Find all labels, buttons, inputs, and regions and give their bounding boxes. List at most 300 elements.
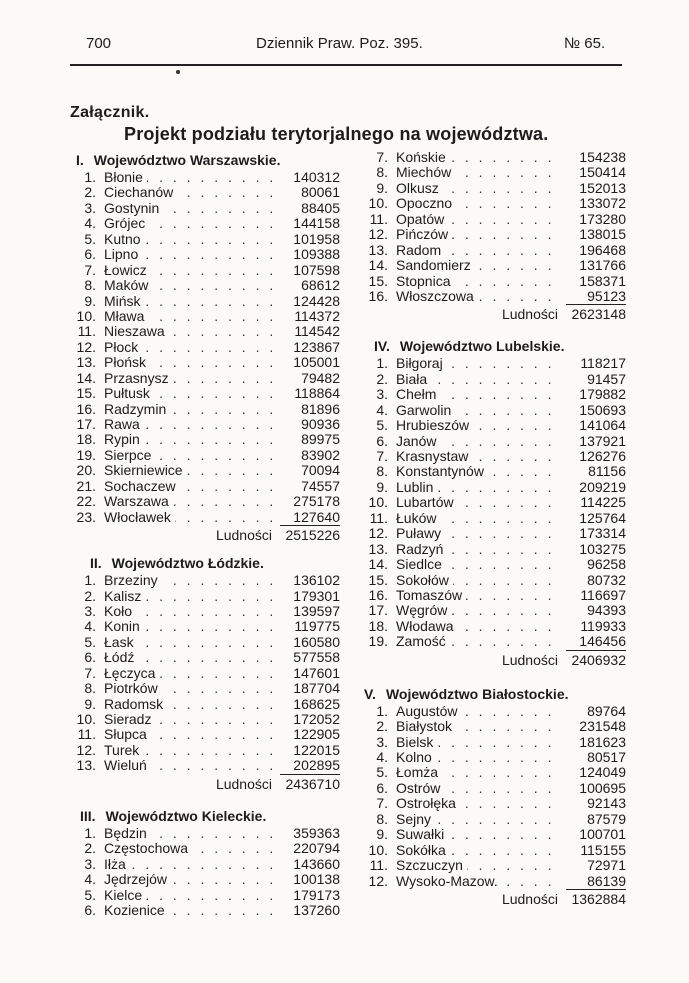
district-row	[72, 294, 340, 309]
district-row	[364, 480, 626, 495]
district-name: Rawa	[104, 417, 144, 432]
district-number: 18.	[76, 431, 96, 448]
district-population: 116697	[566, 588, 626, 603]
district-population: 109388	[280, 247, 340, 262]
district-number: 11.	[369, 857, 388, 874]
district-name: Siedlce	[396, 557, 446, 572]
district-name: Pińczów	[396, 227, 452, 242]
district-number: 14.	[76, 369, 96, 386]
district-number: 11.	[77, 726, 96, 743]
district-number: 9.	[84, 292, 96, 309]
voivodeship-numeral: IV.	[374, 338, 390, 355]
district-row	[72, 417, 340, 432]
district-population: 118864	[280, 386, 340, 401]
district-name: Augustów	[396, 704, 461, 719]
district-name: Tomaszów	[396, 588, 466, 603]
district-row	[72, 263, 340, 278]
district-row	[72, 402, 340, 417]
district-row	[364, 634, 626, 649]
district-row	[364, 588, 626, 603]
issue-number: № 65.	[564, 35, 606, 52]
district-population: 138015	[566, 227, 626, 242]
district-row	[72, 371, 340, 386]
district-number: 17.	[368, 602, 388, 619]
district-row	[72, 247, 340, 262]
district-name: Rypin	[104, 432, 144, 447]
district-number: 4.	[84, 871, 96, 888]
total-population: 2436710	[285, 775, 340, 792]
district-row	[364, 289, 626, 304]
district-row	[364, 843, 626, 858]
district-population: 114225	[566, 495, 626, 510]
district-number: 12.	[76, 338, 96, 355]
district-number: 5.	[376, 417, 388, 434]
district-population: 100695	[566, 781, 626, 796]
district-row	[72, 697, 340, 712]
district-population: 125764	[566, 511, 626, 526]
district-row	[72, 448, 340, 463]
district-number: 5.	[84, 633, 96, 650]
district-row	[364, 511, 626, 526]
district-row	[364, 750, 626, 765]
district-population: 114372	[280, 309, 340, 324]
district-row	[364, 403, 626, 418]
district-row	[72, 666, 340, 681]
district-name: Ostrołęka	[396, 796, 460, 811]
district-name: Hrubieszów	[396, 418, 473, 433]
district-population: 122905	[280, 727, 340, 742]
district-name: Łomża	[396, 765, 442, 780]
district-name: Janów	[396, 434, 440, 449]
district-row	[364, 719, 626, 734]
district-population: 101958	[280, 232, 340, 247]
district-population: 94393	[566, 603, 626, 618]
district-name: Zamość	[396, 634, 450, 649]
district-number: 15.	[76, 385, 96, 402]
district-number: 20.	[76, 462, 96, 479]
district-name: Lipno	[104, 247, 142, 262]
district-name: Włodawa	[396, 619, 458, 634]
total-row	[364, 304, 626, 322]
district-population: 158371	[566, 274, 626, 289]
district-name: Chełm	[396, 387, 440, 402]
district-number: 11.	[77, 323, 96, 340]
district-row	[364, 781, 626, 796]
district-row	[364, 165, 626, 180]
district-population: 140312	[280, 170, 340, 185]
district-name: Łuków	[396, 511, 440, 526]
district-row	[72, 681, 340, 696]
district-population: 173314	[566, 526, 626, 541]
annex-label: Załącznik.	[70, 104, 150, 121]
voivodeship-title	[364, 336, 626, 356]
district-name: Kielce	[104, 888, 146, 903]
district-population: 81156	[566, 464, 626, 479]
district-row	[364, 150, 626, 165]
district-row	[72, 278, 340, 293]
district-name: Mińsk	[104, 294, 145, 309]
page-header	[0, 35, 689, 57]
district-population: 179882	[566, 387, 626, 402]
district-number: 8.	[376, 810, 388, 827]
district-number: 23.	[76, 508, 96, 525]
district-row	[364, 542, 626, 557]
district-population: 68612	[280, 278, 340, 293]
district-row	[72, 201, 340, 216]
left-column	[72, 150, 340, 918]
district-population: 577558	[280, 650, 340, 665]
district-number: 7.	[376, 149, 388, 165]
district-row	[364, 603, 626, 618]
district-population: 154238	[566, 150, 626, 165]
district-number: 15.	[368, 571, 388, 588]
district-row	[364, 196, 626, 211]
district-name: Sokółka	[396, 843, 450, 858]
district-population: 92143	[566, 796, 626, 811]
district-name: Miechów	[396, 165, 455, 180]
district-population: 86139	[566, 874, 626, 890]
district-population: 118217	[566, 356, 626, 371]
district-population: 100138	[280, 872, 340, 887]
district-number: 3.	[376, 733, 388, 750]
district-row	[364, 418, 626, 433]
district-row	[364, 212, 626, 227]
district-population: 80061	[280, 185, 340, 200]
district-name: Węgrów	[396, 603, 451, 618]
district-name: Iłża	[104, 857, 130, 872]
district-number: 19.	[76, 446, 96, 463]
district-name: Konstantynów	[396, 464, 488, 479]
district-population: 179301	[280, 589, 340, 604]
district-number: 12.	[76, 741, 96, 758]
district-number: 10.	[368, 195, 388, 212]
header-rule	[70, 64, 622, 66]
district-number: 19.	[368, 633, 388, 650]
district-name: Sierpce	[104, 448, 155, 463]
district-row	[72, 185, 340, 200]
district-number: 2.	[376, 370, 388, 387]
district-name: Biała	[396, 372, 431, 387]
district-row	[364, 181, 626, 196]
district-row	[72, 573, 340, 588]
district-number: 6.	[376, 432, 388, 449]
district-population: 87579	[566, 812, 626, 827]
district-number: 6.	[84, 901, 96, 918]
district-number: 3.	[84, 602, 96, 619]
district-row	[72, 604, 340, 619]
district-name: Szczuczyn	[396, 858, 467, 873]
district-population: 202895	[280, 758, 340, 774]
district-name: Opoczno	[396, 196, 456, 211]
district-name: Kutno	[104, 232, 145, 247]
district-number: 10.	[368, 841, 388, 858]
district-row	[364, 356, 626, 371]
total-label: Ludności	[501, 651, 558, 668]
voivodeship-name: Województwo Łódzkie.	[111, 555, 264, 572]
district-row	[72, 170, 340, 185]
district-name: Opatów	[396, 212, 448, 227]
district-row	[72, 619, 340, 634]
district-number: 6.	[84, 246, 96, 263]
district-number: 12.	[368, 525, 388, 542]
district-name: Lublin	[396, 480, 437, 495]
district-name: Wieluń	[104, 758, 151, 773]
district-number: 9.	[376, 179, 388, 196]
district-population: 79482	[280, 371, 340, 386]
district-number: 1.	[376, 702, 388, 719]
district-number: 14.	[368, 257, 388, 274]
district-name: Suwałki	[396, 827, 448, 842]
district-row	[364, 227, 626, 242]
district-population: 137921	[566, 434, 626, 449]
district-name: Sokołów	[396, 573, 453, 588]
district-number: 10.	[76, 307, 96, 324]
district-population: 80517	[566, 750, 626, 765]
district-number: 7.	[376, 795, 388, 812]
total-population: 2406932	[571, 651, 626, 668]
page-title: Projekt podziału terytorjalnego na województwa.	[124, 124, 549, 144]
district-row	[72, 355, 340, 370]
total-row	[72, 525, 340, 543]
district-population: 124428	[280, 294, 340, 309]
district-name: Koło	[104, 604, 136, 619]
district-row	[72, 340, 340, 355]
district-row	[72, 743, 340, 758]
district-population: 100701	[566, 827, 626, 842]
district-name: Płock	[104, 340, 142, 355]
district-population: 127640	[280, 510, 340, 526]
district-number: 22.	[76, 493, 96, 510]
district-number: 16.	[368, 586, 388, 603]
district-number: 16.	[76, 400, 96, 417]
district-number: 5.	[84, 230, 96, 247]
district-name: Konin	[104, 619, 144, 634]
district-row	[364, 704, 626, 719]
district-row	[72, 324, 340, 339]
district-name: Jędrzejów	[104, 872, 171, 887]
district-population: 141064	[566, 418, 626, 433]
district-row	[364, 243, 626, 258]
district-row	[364, 735, 626, 750]
district-population: 359363	[280, 826, 340, 841]
district-population: 88405	[280, 201, 340, 216]
district-number: 8.	[84, 277, 96, 294]
district-population: 187704	[280, 681, 340, 696]
district-population: 196468	[566, 243, 626, 258]
district-row	[72, 510, 340, 525]
district-row	[72, 216, 340, 231]
total-population: 2515226	[285, 527, 340, 544]
district-row	[72, 650, 340, 665]
district-row	[364, 619, 626, 634]
district-row	[72, 826, 340, 841]
district-name: Radom	[396, 243, 445, 258]
district-name: Lubartów	[396, 495, 458, 510]
district-name: Radomsk	[104, 697, 167, 712]
district-number: 8.	[84, 680, 96, 697]
district-row	[364, 434, 626, 449]
district-population: 179173	[280, 888, 340, 903]
district-name: Sandomierz	[396, 258, 475, 273]
district-number: 12.	[368, 226, 388, 243]
district-name: Gostynin	[104, 201, 163, 216]
total-population: 1362884	[571, 890, 626, 907]
district-name: Białystok	[396, 719, 456, 734]
district-number: 3.	[84, 855, 96, 872]
district-number: 2.	[84, 587, 96, 604]
district-name: Mława	[104, 309, 148, 324]
total-population: 2623148	[571, 306, 626, 323]
district-name: Kolno	[396, 750, 436, 765]
district-name: Łask	[104, 635, 138, 650]
district-population: 133072	[566, 196, 626, 211]
district-number: 17.	[76, 416, 96, 432]
district-name: Pułtusk	[104, 386, 154, 401]
district-row	[72, 888, 340, 903]
district-population: 231548	[566, 719, 626, 734]
district-number: 9.	[376, 478, 388, 495]
district-population: 181623	[566, 735, 626, 750]
district-row	[72, 635, 340, 650]
ink-dot	[176, 70, 180, 74]
district-row	[72, 386, 340, 401]
district-population: 143660	[280, 857, 340, 872]
district-number: 18.	[368, 617, 388, 634]
district-name: Stopnica	[396, 274, 454, 289]
district-number: 5.	[84, 886, 96, 903]
district-population: 74557	[280, 479, 340, 494]
district-name: Wysoko-Mazow.	[396, 874, 502, 889]
district-number: 6.	[376, 779, 388, 796]
district-population: 124049	[566, 765, 626, 780]
district-name: Puławy	[396, 526, 445, 541]
district-name: Brzeziny	[104, 573, 162, 588]
voivodeship-name: Województwo Białostockie.	[385, 685, 569, 702]
district-population: 139597	[280, 604, 340, 619]
district-population: 136102	[280, 573, 340, 588]
voivodeship-title	[72, 150, 340, 170]
district-population: 209219	[566, 480, 626, 495]
district-number: 13.	[76, 354, 96, 371]
district-population: 89764	[566, 704, 626, 719]
district-population: 80732	[566, 573, 626, 588]
district-number: 12.	[368, 872, 388, 889]
district-number: 1.	[376, 355, 388, 372]
district-name: Końskie	[396, 150, 450, 165]
district-number: 11.	[369, 509, 388, 526]
district-number: 2.	[84, 840, 96, 857]
district-row	[364, 495, 626, 510]
district-number: 13.	[76, 757, 96, 774]
district-row	[364, 274, 626, 289]
district-number: 10.	[368, 494, 388, 511]
district-row	[72, 903, 340, 918]
district-name: Włoszczowa	[396, 289, 478, 304]
district-name: Krasnystaw	[396, 449, 472, 464]
district-population: 103275	[566, 542, 626, 557]
district-row	[72, 232, 340, 247]
district-number: 10.	[76, 711, 96, 727]
district-row	[364, 258, 626, 273]
district-population: 72971	[566, 858, 626, 873]
district-population: 168625	[280, 697, 340, 712]
district-name: Częstochowa	[104, 841, 192, 856]
district-name: Nieszawa	[104, 324, 169, 339]
district-name: Płońsk	[104, 355, 150, 370]
district-population: 91457	[566, 372, 626, 387]
page-number: 700	[86, 35, 112, 52]
district-number: 3.	[84, 199, 96, 216]
district-population: 173280	[566, 212, 626, 227]
district-population: 147601	[280, 666, 340, 681]
voivodeship-numeral: V.	[364, 685, 376, 702]
district-row	[364, 812, 626, 827]
district-population: 114542	[280, 324, 340, 339]
district-number: 7.	[376, 448, 388, 464]
leader-dots	[104, 857, 276, 872]
district-population: 89975	[280, 432, 340, 447]
voivodeship-title	[72, 806, 340, 826]
district-number: 16.	[368, 287, 388, 304]
voivodeship-name: Województwo Kieleckie.	[105, 807, 267, 824]
district-name: Błonie	[104, 170, 147, 185]
district-number: 3.	[376, 386, 388, 403]
district-name: Radzyń	[396, 542, 447, 557]
district-number: 9.	[376, 826, 388, 843]
district-row	[364, 827, 626, 842]
district-row	[364, 573, 626, 588]
district-population: 172052	[280, 712, 340, 727]
district-row	[364, 526, 626, 541]
district-name: Garwolin	[396, 403, 455, 418]
district-name: Ciechanów	[104, 185, 177, 200]
district-row	[364, 372, 626, 387]
district-number: 2.	[376, 718, 388, 735]
district-name: Maków	[104, 278, 152, 293]
total-row	[364, 650, 626, 668]
district-name: Włocławek	[104, 510, 175, 525]
district-population: 115155	[566, 843, 626, 858]
district-population: 123867	[280, 340, 340, 355]
total-row	[364, 889, 626, 907]
district-population: 220794	[280, 841, 340, 856]
district-population: 95123	[566, 289, 626, 305]
district-number: 8.	[376, 164, 388, 181]
district-number: 9.	[84, 695, 96, 712]
district-number: 21.	[76, 477, 96, 494]
district-name: Skierniewice	[104, 463, 187, 478]
district-row	[72, 432, 340, 447]
district-name: Ostrów	[396, 781, 444, 796]
district-row	[72, 494, 340, 509]
district-number: 15.	[368, 272, 388, 289]
district-population: 96258	[566, 557, 626, 572]
district-row	[72, 727, 340, 742]
district-name: Kozienice	[104, 903, 169, 918]
district-population: 152013	[566, 181, 626, 196]
district-name: Sejny	[396, 812, 435, 827]
district-number: 6.	[84, 649, 96, 666]
district-population: 122015	[280, 743, 340, 758]
district-row	[72, 872, 340, 887]
district-name: Sochaczew	[104, 479, 180, 494]
district-number: 4.	[84, 215, 96, 232]
district-number: 5.	[376, 764, 388, 781]
district-name: Biłgoraj	[396, 356, 447, 371]
district-number: 11.	[369, 210, 388, 227]
district-population: 160580	[280, 635, 340, 650]
district-row	[72, 309, 340, 324]
